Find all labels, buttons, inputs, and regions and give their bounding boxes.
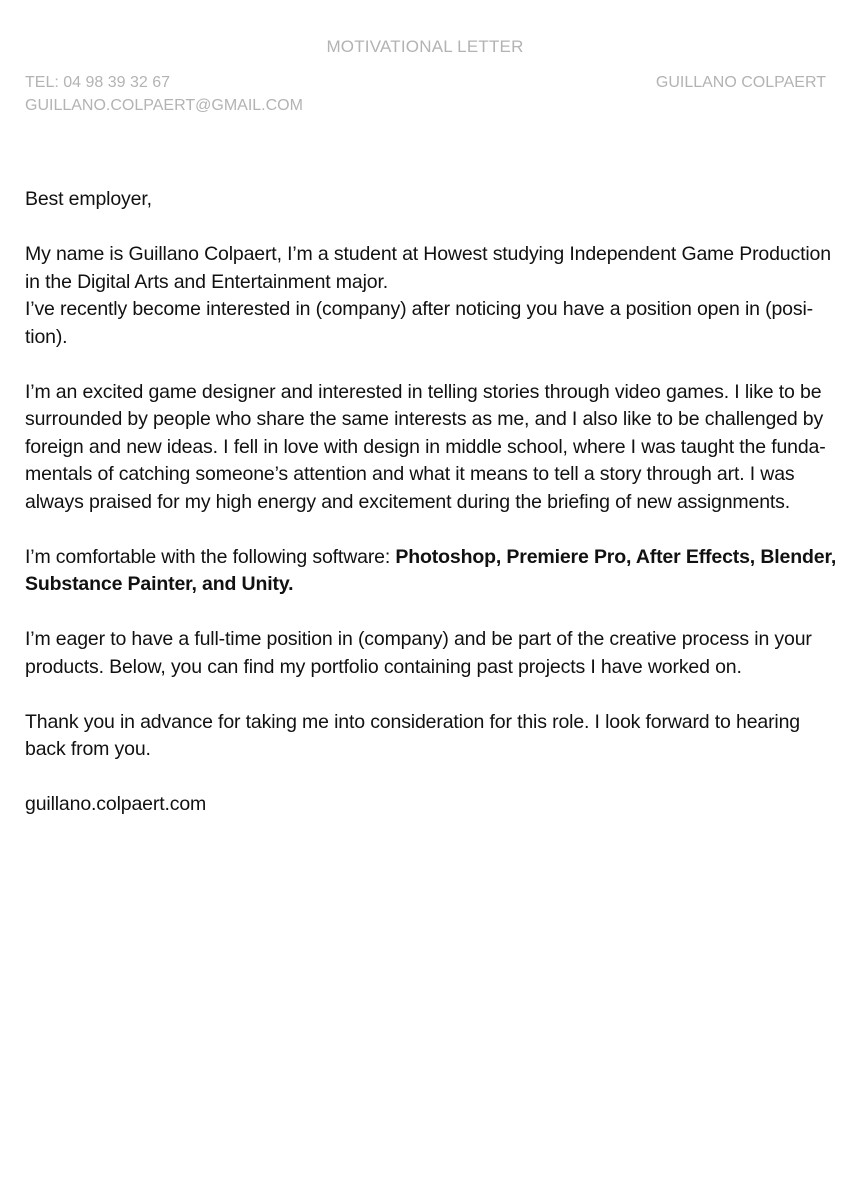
portfolio-website: guillano.colpaert.com xyxy=(25,793,207,815)
paragraph-line xyxy=(25,571,825,599)
intro-paragraph xyxy=(25,241,831,351)
software-list: Photoshop, Premiere Pro, After Effects, Blender, xyxy=(395,545,837,568)
document-title: MOTIVATIONAL LETTER xyxy=(326,37,524,56)
eager-paragraph xyxy=(25,626,825,681)
paragraph-line: always praised for my high energy and excitement during the briefing of new assignments. xyxy=(25,490,791,513)
salutation xyxy=(25,186,825,214)
paragraph-line xyxy=(25,544,837,572)
paragraph-line: surrounded by people who share the same interests as me, and I also like to be challenged by xyxy=(25,408,824,430)
paragraph-line: tion). xyxy=(25,325,68,348)
software-lead: I’m comfortable with the following software: xyxy=(25,545,396,568)
about-paragraph xyxy=(25,379,825,517)
website-paragraph xyxy=(25,791,825,819)
letter-body xyxy=(25,186,837,846)
paragraph-line: products. Below, you can find my portfolio containing past projects I have worked on. xyxy=(25,655,742,678)
phone-number: TEL: 04 98 39 32 67 xyxy=(25,74,170,91)
paragraph-line: Thank you in advance for taking me into consideration for this role. I look forward to hearing xyxy=(25,710,800,733)
paragraph-line: back from you. xyxy=(25,738,151,760)
paragraph-line: foreign and new ideas. I fell in love with design in middle school, where I was taught the funda- xyxy=(25,435,826,458)
paragraph-line: in the Digital Arts and Entertainment major. xyxy=(25,270,389,293)
sender-name: GUILLANO COLPAERT xyxy=(655,74,826,91)
paragraph-line: mentals of catching someone’s attention and what it means to tell a story through art. I was xyxy=(25,463,795,485)
salutation-text: Best employer, xyxy=(25,188,152,210)
software-list: Substance Painter, and Unity. xyxy=(25,573,294,595)
closing-paragraph xyxy=(25,709,825,764)
contact-info xyxy=(25,71,303,117)
email-address: GUILLANO.COLPAERT@GMAIL.COM xyxy=(25,97,303,114)
paragraph-line: I’ve recently become interested in (company) after noticing you have a position open in (posi- xyxy=(25,298,813,320)
software-paragraph xyxy=(25,544,837,599)
paragraph-line: I’m eager to have a full-time position in (company) and be part of the creative process in your xyxy=(25,628,812,650)
paragraph-line: My name is Guillano Colpaert, I’m a student at Howest studying Independent Game Production xyxy=(25,243,831,265)
paragraph-line: I’m an excited game designer and interested in telling stories through video games. I like to be xyxy=(25,380,822,403)
